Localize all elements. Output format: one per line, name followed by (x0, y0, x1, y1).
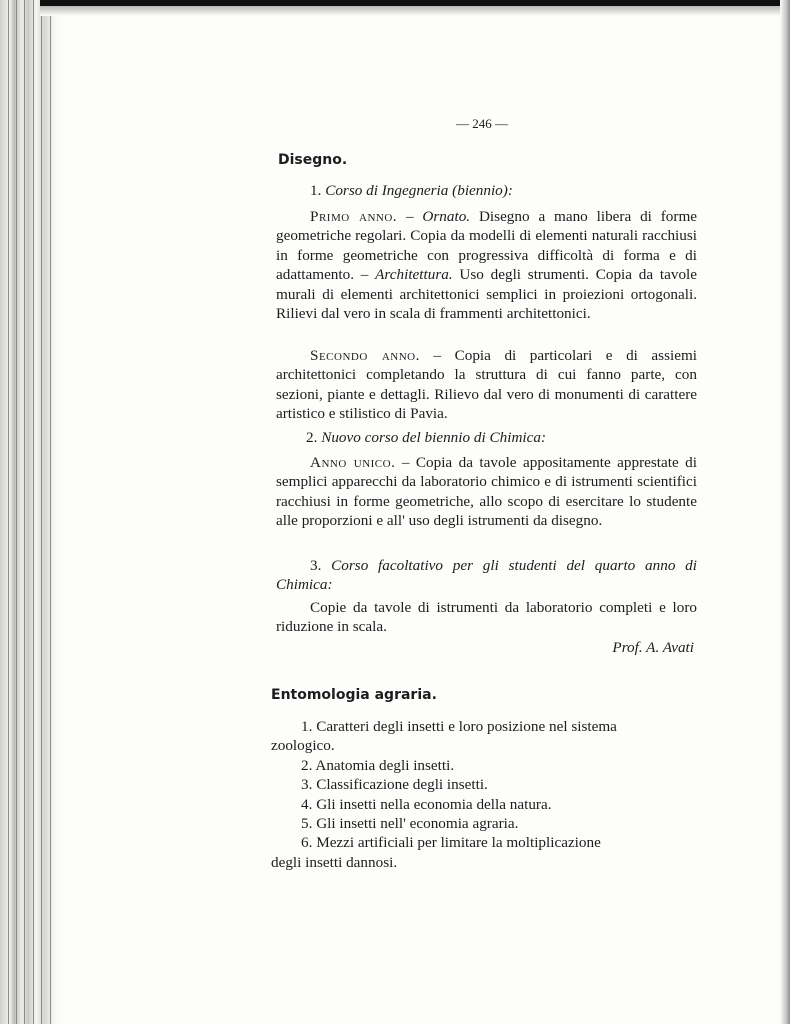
course-3-number: 3. (310, 557, 322, 574)
list-item (271, 833, 695, 852)
list-item-text: Classificazione degli insetti. (316, 776, 488, 794)
paragraph-course-3: Copie da tavole di istrumenti da laboratorio completi e loro riduzione in scala. (276, 599, 697, 636)
section-heading-disegno: Disegno. (278, 152, 348, 168)
anno-unico-label: Anno unico. (310, 454, 396, 471)
list-item (271, 717, 695, 736)
list-item-continuation: degli insetti dannosi. (271, 853, 398, 871)
primo-anno-label: Primo anno. (310, 208, 398, 225)
secondo-anno-label: Secondo anno. (310, 347, 420, 364)
list-item (271, 756, 695, 775)
list-item-continuation: zoologico. (271, 737, 335, 755)
list-item-text: Anatomia degli insetti. (315, 756, 455, 774)
list-item (271, 814, 695, 833)
signature-avati: Prof. A. Avati (612, 639, 694, 656)
book-binding (0, 0, 62, 1024)
list-item-text: Mezzi artificiali per limitare la moltiplicazione (316, 834, 601, 852)
paragraph-secondo-anno (276, 346, 697, 424)
list-item (271, 775, 695, 794)
paragraph-primo-anno (276, 207, 697, 323)
secondo-anno-text: – Copia di particolari e di assiemi architettonici completando la struttura di cui fanno parte, con sezioni, piante e dettagli. Rilievo dal vero di monumenti di carattere artistico e stilistico di Pavia. (276, 347, 697, 423)
course-1-number: 1. (310, 182, 322, 199)
course-2-number: 2. (306, 429, 318, 446)
course-2-title (306, 428, 546, 447)
section-heading-entomologia: Entomologia agraria. (271, 687, 437, 703)
page-top-shadow (40, 6, 790, 16)
list-item (271, 795, 695, 814)
list-item-number: 2. (301, 756, 313, 774)
list-item-text: Gli insetti nell' economia agraria. (316, 815, 519, 833)
anno-unico-text: – Copia da tavole appositamente apprestate di semplici apparecchi da laboratorio chimico e di istrumenti scientifici racchiusi in forme geometriche, allo scopo di esercitare lo studente alle proporzioni e all' uso degli istrumenti da disegno. (276, 454, 697, 530)
course-1-title-text: Corso di Ingegneria (biennio): (325, 182, 513, 199)
course-3-title-text: Corso facoltativo per gli studenti del quarto anno di Chimica: (276, 557, 697, 594)
primo-anno-dash: – (397, 208, 423, 225)
course-2-title-text: Nuovo corso del biennio di Chimica: (321, 429, 547, 446)
list-item-number: 1. (301, 718, 313, 735)
list-item-text: Gli insetti nella economia della natura. (316, 795, 552, 813)
entomologia-list (271, 717, 695, 872)
course-3-title (276, 556, 697, 595)
page-right-edge (780, 0, 790, 1024)
page-number: — 246 — (456, 116, 508, 131)
course-1-title (310, 181, 513, 200)
list-item-number: 3. (301, 776, 313, 794)
list-item-number: 4. (301, 795, 313, 813)
paragraph-anno-unico (276, 453, 697, 531)
list-item-number: 6. (301, 834, 313, 852)
architettura-label: Architettura. (375, 266, 453, 284)
ornato-label: Ornato. (422, 208, 471, 225)
primo-anno-text-1: Disegno a mano libera di forme geometriche regolari. Copia da modelli di elementi naturali racchiusi in forme geometriche con progressiva difficoltà di forma e di adattamento. – (276, 208, 697, 284)
primo-anno-text-2: Uso degli strumenti. Copia da tavole murali di elementi architettonici semplici in proiezioni ortogonali. Rilievi dal vero in scala di frammenti architettonici. (276, 266, 697, 323)
list-item-text: Caratteri degli insetti e loro posizione nel sistema (316, 718, 617, 735)
list-item-number: 5. (301, 815, 313, 833)
